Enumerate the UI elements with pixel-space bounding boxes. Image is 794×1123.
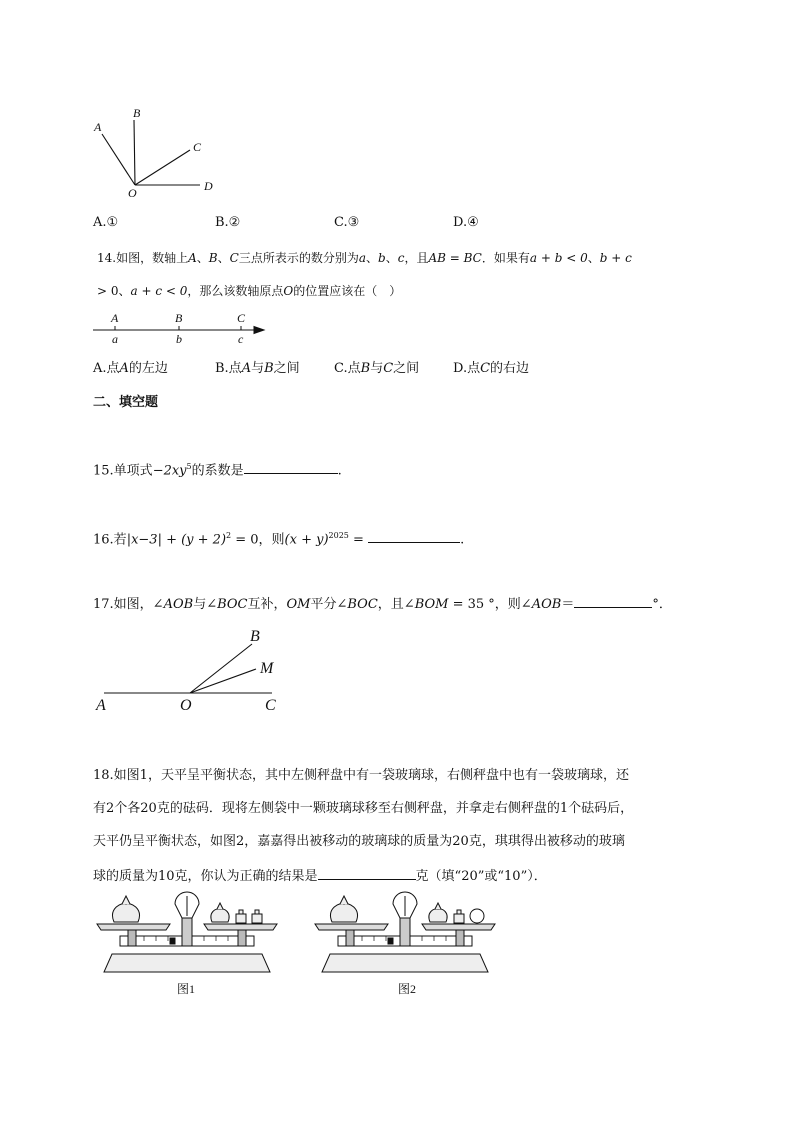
value-a-label: a bbox=[112, 332, 118, 346]
label-M: M bbox=[260, 660, 274, 677]
weight-20g-icon bbox=[454, 914, 464, 923]
q14-choice-b: B.点A与B之间 bbox=[215, 361, 300, 376]
q18-text-line1: 18.如图1，天平呈平衡状态，其中左侧秤盘中有一袋玻璃球，右侧秤盘中也有一袋玻璃球，还 bbox=[93, 768, 629, 783]
ray-oa bbox=[102, 134, 135, 185]
section-heading-fill-blank: 二、填空题 bbox=[93, 395, 159, 410]
ray-ob bbox=[190, 644, 252, 693]
value-c-label: c bbox=[238, 332, 244, 346]
balance-base bbox=[322, 954, 488, 972]
label-D: D bbox=[204, 179, 213, 193]
q15-text: 15.单项式$-2xy^5$的系数是 . bbox=[93, 462, 342, 479]
bag-of-marbles-icon bbox=[113, 904, 140, 922]
left-pan bbox=[97, 924, 170, 930]
q14-number-line bbox=[90, 308, 270, 348]
balance-base bbox=[104, 954, 270, 972]
ray-om bbox=[190, 669, 256, 693]
label-A: A bbox=[96, 697, 106, 714]
figure-2-caption: 图2 bbox=[398, 982, 417, 996]
weight-20g-icon bbox=[252, 914, 262, 923]
q13-choice-b: B.② bbox=[215, 215, 241, 230]
q14-choice-d: D.点C的右边 bbox=[453, 361, 530, 376]
axis-arrow-icon bbox=[254, 327, 264, 334]
q17-answer-blank[interactable] bbox=[574, 594, 652, 608]
q14-choice-c: C.点B与C之间 bbox=[334, 361, 420, 376]
q13-angle-figure bbox=[88, 104, 228, 200]
ray-ob bbox=[134, 120, 135, 185]
label-B: B bbox=[250, 628, 260, 645]
point-A-label: A bbox=[111, 311, 119, 325]
label-O: O bbox=[180, 697, 192, 714]
q13-choice-d: D.④ bbox=[453, 215, 479, 230]
q16-text: 16.若$|x-3| + (y + 2)^2 = 0$，则$(x + y)^{2025}$ = . bbox=[93, 531, 465, 548]
point-C-label: C bbox=[237, 311, 246, 325]
label-A: A bbox=[94, 120, 102, 134]
bag-of-marbles-icon bbox=[429, 909, 447, 922]
q18-text-line3: 天平仍呈平衡状态，如图2，嘉嘉得出被移动的玻璃球的质量为20克，琪琪得出被移动的玻璃 bbox=[93, 834, 625, 849]
q16-answer-blank[interactable] bbox=[368, 529, 460, 543]
right-pan bbox=[204, 924, 277, 930]
left-pan bbox=[315, 924, 388, 930]
weight-20g-icon bbox=[236, 914, 246, 923]
q17-angle-figure bbox=[92, 624, 292, 716]
figure-1-caption: 图1 bbox=[177, 982, 196, 996]
q14-text-line2: > 0、a + c < 0，那么该数轴原点O的位置应该在（ ） bbox=[97, 284, 402, 298]
value-b-label: b bbox=[176, 332, 182, 346]
q14-choice-a: A.点A的左边 bbox=[93, 361, 168, 376]
bag-of-marbles-icon bbox=[211, 909, 229, 922]
balance-figure-1 bbox=[92, 890, 282, 1000]
q18-text-line4: 球的质量为10克，你认为正确的结果是 克（填“20”或“10”）． bbox=[93, 866, 547, 886]
label-B: B bbox=[133, 106, 141, 120]
balance-figure-2 bbox=[310, 890, 500, 1000]
q13-choice-a: A.① bbox=[93, 215, 119, 230]
bag-of-marbles-icon bbox=[331, 904, 358, 922]
point-B-label: B bbox=[175, 311, 183, 325]
label-C: C bbox=[193, 140, 202, 154]
q18-text-line2: 有2个各20克的砝码．现将左侧袋中一颗玻璃球移至右侧秤盘，并拿走右侧秤盘的1个砝码后， bbox=[93, 801, 634, 816]
label-O: O bbox=[128, 186, 137, 200]
q13-choice-c: C.③ bbox=[334, 215, 360, 230]
label-C: C bbox=[265, 697, 276, 714]
q15-answer-blank[interactable] bbox=[244, 460, 338, 474]
q14-text-line1: 14.如图，数轴上A、B、C三点所表示的数分别为a、b、c，且AB = BC．如果有a + b < 0、b + c bbox=[97, 251, 632, 265]
right-pan bbox=[422, 924, 495, 930]
marble-icon bbox=[470, 909, 484, 923]
q18-answer-blank[interactable] bbox=[318, 866, 416, 880]
ray-oc bbox=[135, 150, 190, 185]
q17-text: 17.如图，∠AOB与∠BOC互补，OM平分∠BOC，且∠BOM = 35 °，则∠AOB＝ °． bbox=[93, 594, 672, 614]
